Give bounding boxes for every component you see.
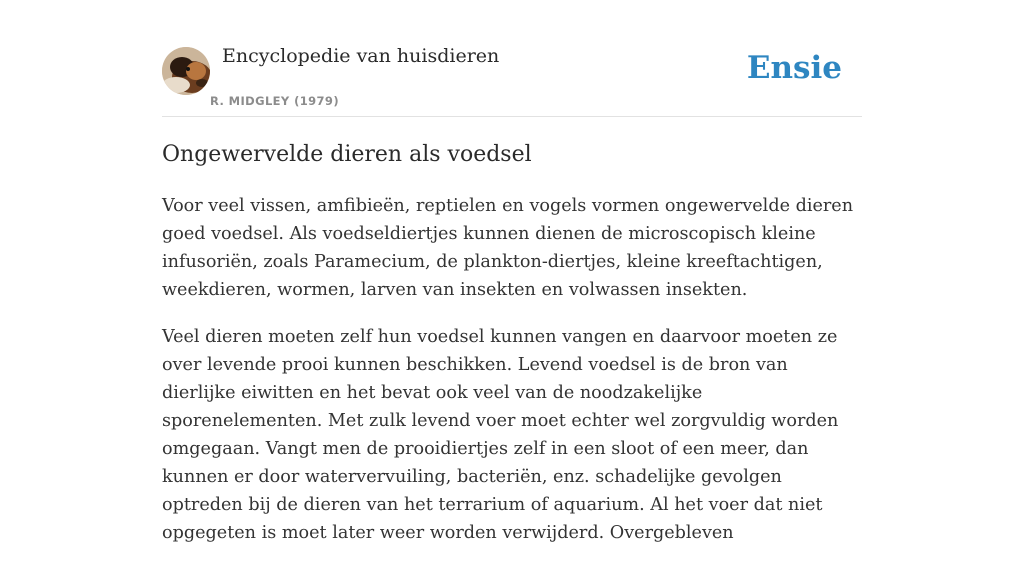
article-body [162,192,864,566]
book-title[interactable]: Encyclopedie van huisdieren [222,45,500,67]
article-title: Ongewervelde dieren als voedsel [162,142,532,167]
paragraph: Veel dieren moeten zelf hun voedsel kunnen vangen en daarvoor moeten ze over levende prooi kunnen beschikken. Levend voedsel is de bron van dierlijke eiwitten en het bevat ook veel van de noodzakelijke sporenelementen. Met zulk levend voer moet echter wel zorgvuldig worden omgegaan. Vangt men de prooidiertjes zelf in een sloot of een meer, dan kunnen er door watervervuiling, bacteriën, enz. schadelijke gevolgen optreden bij de dieren van het terrarium of aquarium. Al het voer dat niet opgegeten is moet later weer worden verwijderd. Overgebleven [162,327,839,543]
ensie-logo[interactable]: Ensie [746,50,842,86]
dog-photo-icon[interactable] [162,47,210,95]
header [162,0,862,117]
paragraph: Voor veel vissen, amfibieën, reptielen en vogels vormen ongewervelde dieren goed voedsel. Als voedseldiertjes kunnen dienen de microscopisch kleine infusoriën, zoals Paramecium, de plankton-diertjes, kleine kreeftachtigen, weekdieren, wormen, larven van insekten en volwassen insekten. [162,196,854,300]
page [162,0,862,543]
author-line: R. MIDGLEY (1979) [210,94,339,108]
